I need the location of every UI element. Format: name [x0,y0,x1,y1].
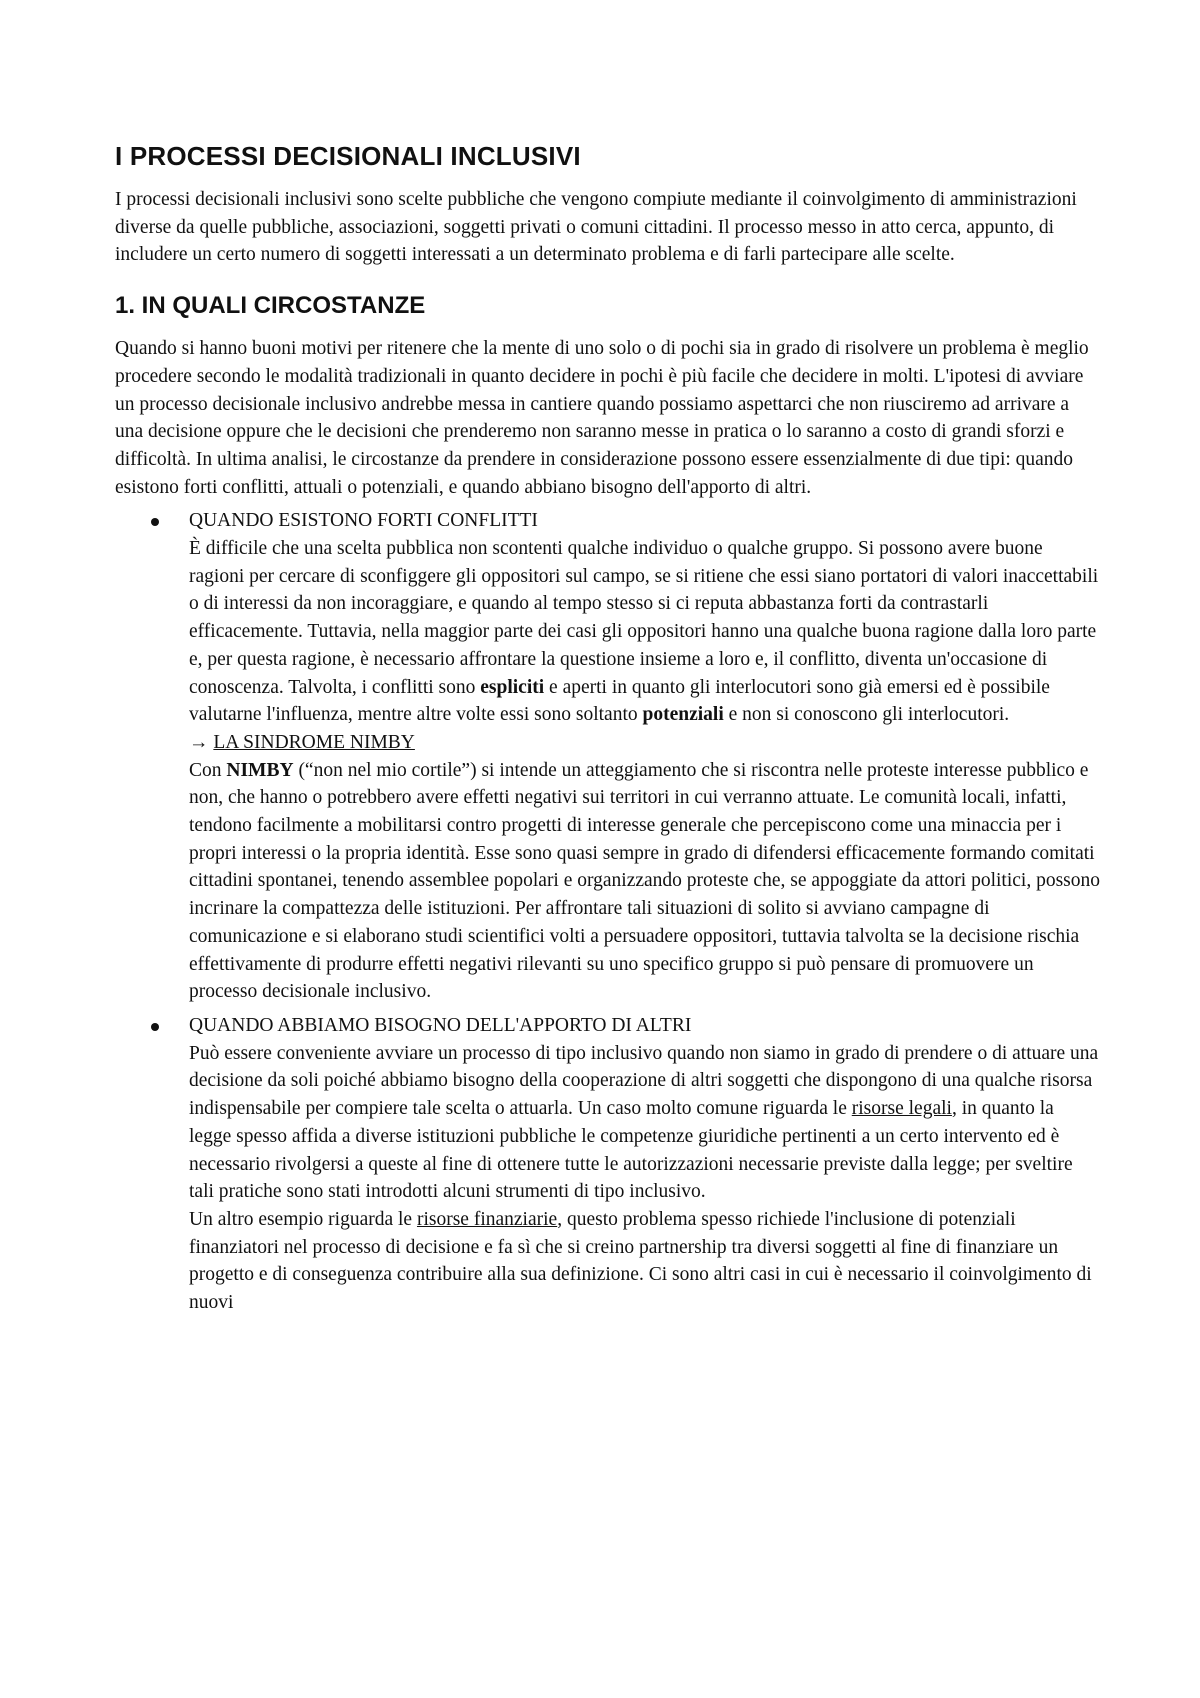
list-item-conflicts [115,507,1100,1006]
text-run: Un altro esempio riguarda le [189,1208,417,1230]
text-run: e aperti in quanto gli interlocutori sono già emersi ed è possibile valutarne l'influenza, mentre altre volte essi sono soltanto [189,676,1050,726]
sub-heading [189,729,1100,757]
underlined-term: risorse legali [851,1098,952,1120]
text-run: Con [189,759,227,781]
list-item-text [189,1040,1100,1206]
bold-term: potenziali [642,704,724,726]
section-heading: 1. IN QUALI CIRCOSTANZE [115,292,426,320]
bullet-icon [151,518,159,526]
section-paragraph: Quando si hanno buoni motivi per ritenere che la mente di uno solo o di pochi sia in grado di risolvere un problema è meglio procedere secondo le modalità tradizionali in quanto decidere in pochi è più facile che decidere in molti. L'ipotesi di avviare un processo decisionale inclusivo andrebbe messa in cantiere quando possiamo aspettarci che non riusciremo ad arrivare a una decisione oppure che le decisioni che prenderemo non saranno messe in pratica o lo saranno a costo di grandi sforzi e difficoltà. In ultima analisi, le circostanze da prendere in considerazione possono essere essenzialmente di due tipi: quando esistono forti conflitti, attuali o potenziali, e quando abbiano bisogno dell'apporto di altri. [115,338,1089,498]
bold-term: espliciti [480,676,545,698]
bold-term: NIMBY [226,759,294,781]
text-run: È difficile che una scelta pubblica non scontenti qualche individuo o qualche gruppo. Si possono avere buone ragioni per cercare di sconfiggere gli oppositori sul campo, se si ritiene che essi siano portatori di valori inaccettabili o di interessi da non incoraggiare, e quando al tempo stesso si ci reputa abbastanza forti da contrastarli efficacemente. Tuttavia, nella maggior parte dei casi gli oppositori hanno una qualche buona ragione dalla loro parte e, per questa ragione, è necessario affrontare la questione insieme a loro e, il conflitto, diventa un'occasione di conoscenza. Talvolta, i conflitti sono [189,538,1099,698]
text-run: Può essere conveniente avviare un processo di tipo inclusivo quando non siamo in grado di prendere o di attuare una decisione da soli poiché abbiamo bisogno della cooperazione di altri soggetti che dispongono di una qualche risorsa indispensabile per compiere tale scelta o attuarla. Un caso molto comune riguarda le [189,1042,1099,1120]
bullet-list [115,507,1100,1316]
intro-paragraph: I processi decisionali inclusivi sono scelte pubbliche che vengono compiute mediante il coinvolgimento di amministrazioni diverse da quelle pubbliche, associazioni, soggetti privati o comuni cittadini. Il processo messo in atto cerca, appunto, di includere un certo numero di soggetti interessati a un determinato problema e di farli partecipare alle scelte. [115,189,1077,266]
text-run: e non si conoscono gli interlocutori. [723,704,1010,726]
bullet-icon [151,1023,159,1031]
underlined-term: risorse finanziarie [416,1208,558,1230]
list-item-text [189,535,1100,729]
list-item-body [189,1012,1100,1317]
list-item-title: QUANDO ABBIAMO BISOGNO DELL'APPORTO DI ALTRI [189,1014,692,1036]
sub-heading-label: LA SINDROME NIMBY [213,731,415,753]
list-item-contribution [115,1012,1100,1317]
text-run: , questo problema spesso richiede l'inclusione di potenziali finanziatori nel processo di decisione e fa sì che si creino partnership tra diversi soggetti al fine di finanziare un progetto e di conseguenza contribuire alla sua definizione. Ci sono altri casi in cui è necessario il coinvolgimento di nuovi [189,1208,1092,1314]
list-item-body [189,507,1100,1006]
list-item-title: QUANDO ESISTONO FORTI CONFLITTI [189,510,538,532]
document-page [115,140,1100,1323]
arrow-icon: → [189,731,214,753]
text-run: (“non nel mio cortile”) si intende un atteggiamento che si riscontra nelle proteste interesse pubblico e non, che hanno o potrebbero avere effetti negativi sui territori in cui verranno attuate. Le comunità locali, infatti, tendono facilmente a mobilitarsi contro progetti di interesse generale che percepiscono come una minaccia per i propri interessi o la propria identità. Esse sono quasi sempre in grado di difendersi efficacemente formando comitati cittadini spontanei, tenendo assemblee popolari e organizzando proteste che, se appoggiate da attori politici, possono incrinare la compattezza delle istituzioni. Per affrontare tali situazioni di solito si avviano campagne di comunicazione e si elaborano studi scientifici volti a persuadere oppositori, tuttavia talvolta se la decisione rischia effettivamente di produrre effetti negativi rilevanti su uno specifico gruppo si può pensare di promuovere un processo decisionale inclusivo. [189,759,1100,1003]
text-run: , in quanto la legge spesso affida a diverse istituzioni pubbliche le competenze giuridiche pertinenti a un certo intervento ed è necessario rivolgersi a queste al fine di ottenere tutte le autorizzazioni necessarie previste dalla legge; per sveltire tali pratiche sono stati introdotti alcuni strumenti di tipo inclusivo. [189,1098,1073,1203]
list-item-text [189,1206,1100,1317]
document-title: I PROCESSI DECISIONALI INCLUSIVI [115,141,581,171]
nimby-text [189,757,1100,1006]
